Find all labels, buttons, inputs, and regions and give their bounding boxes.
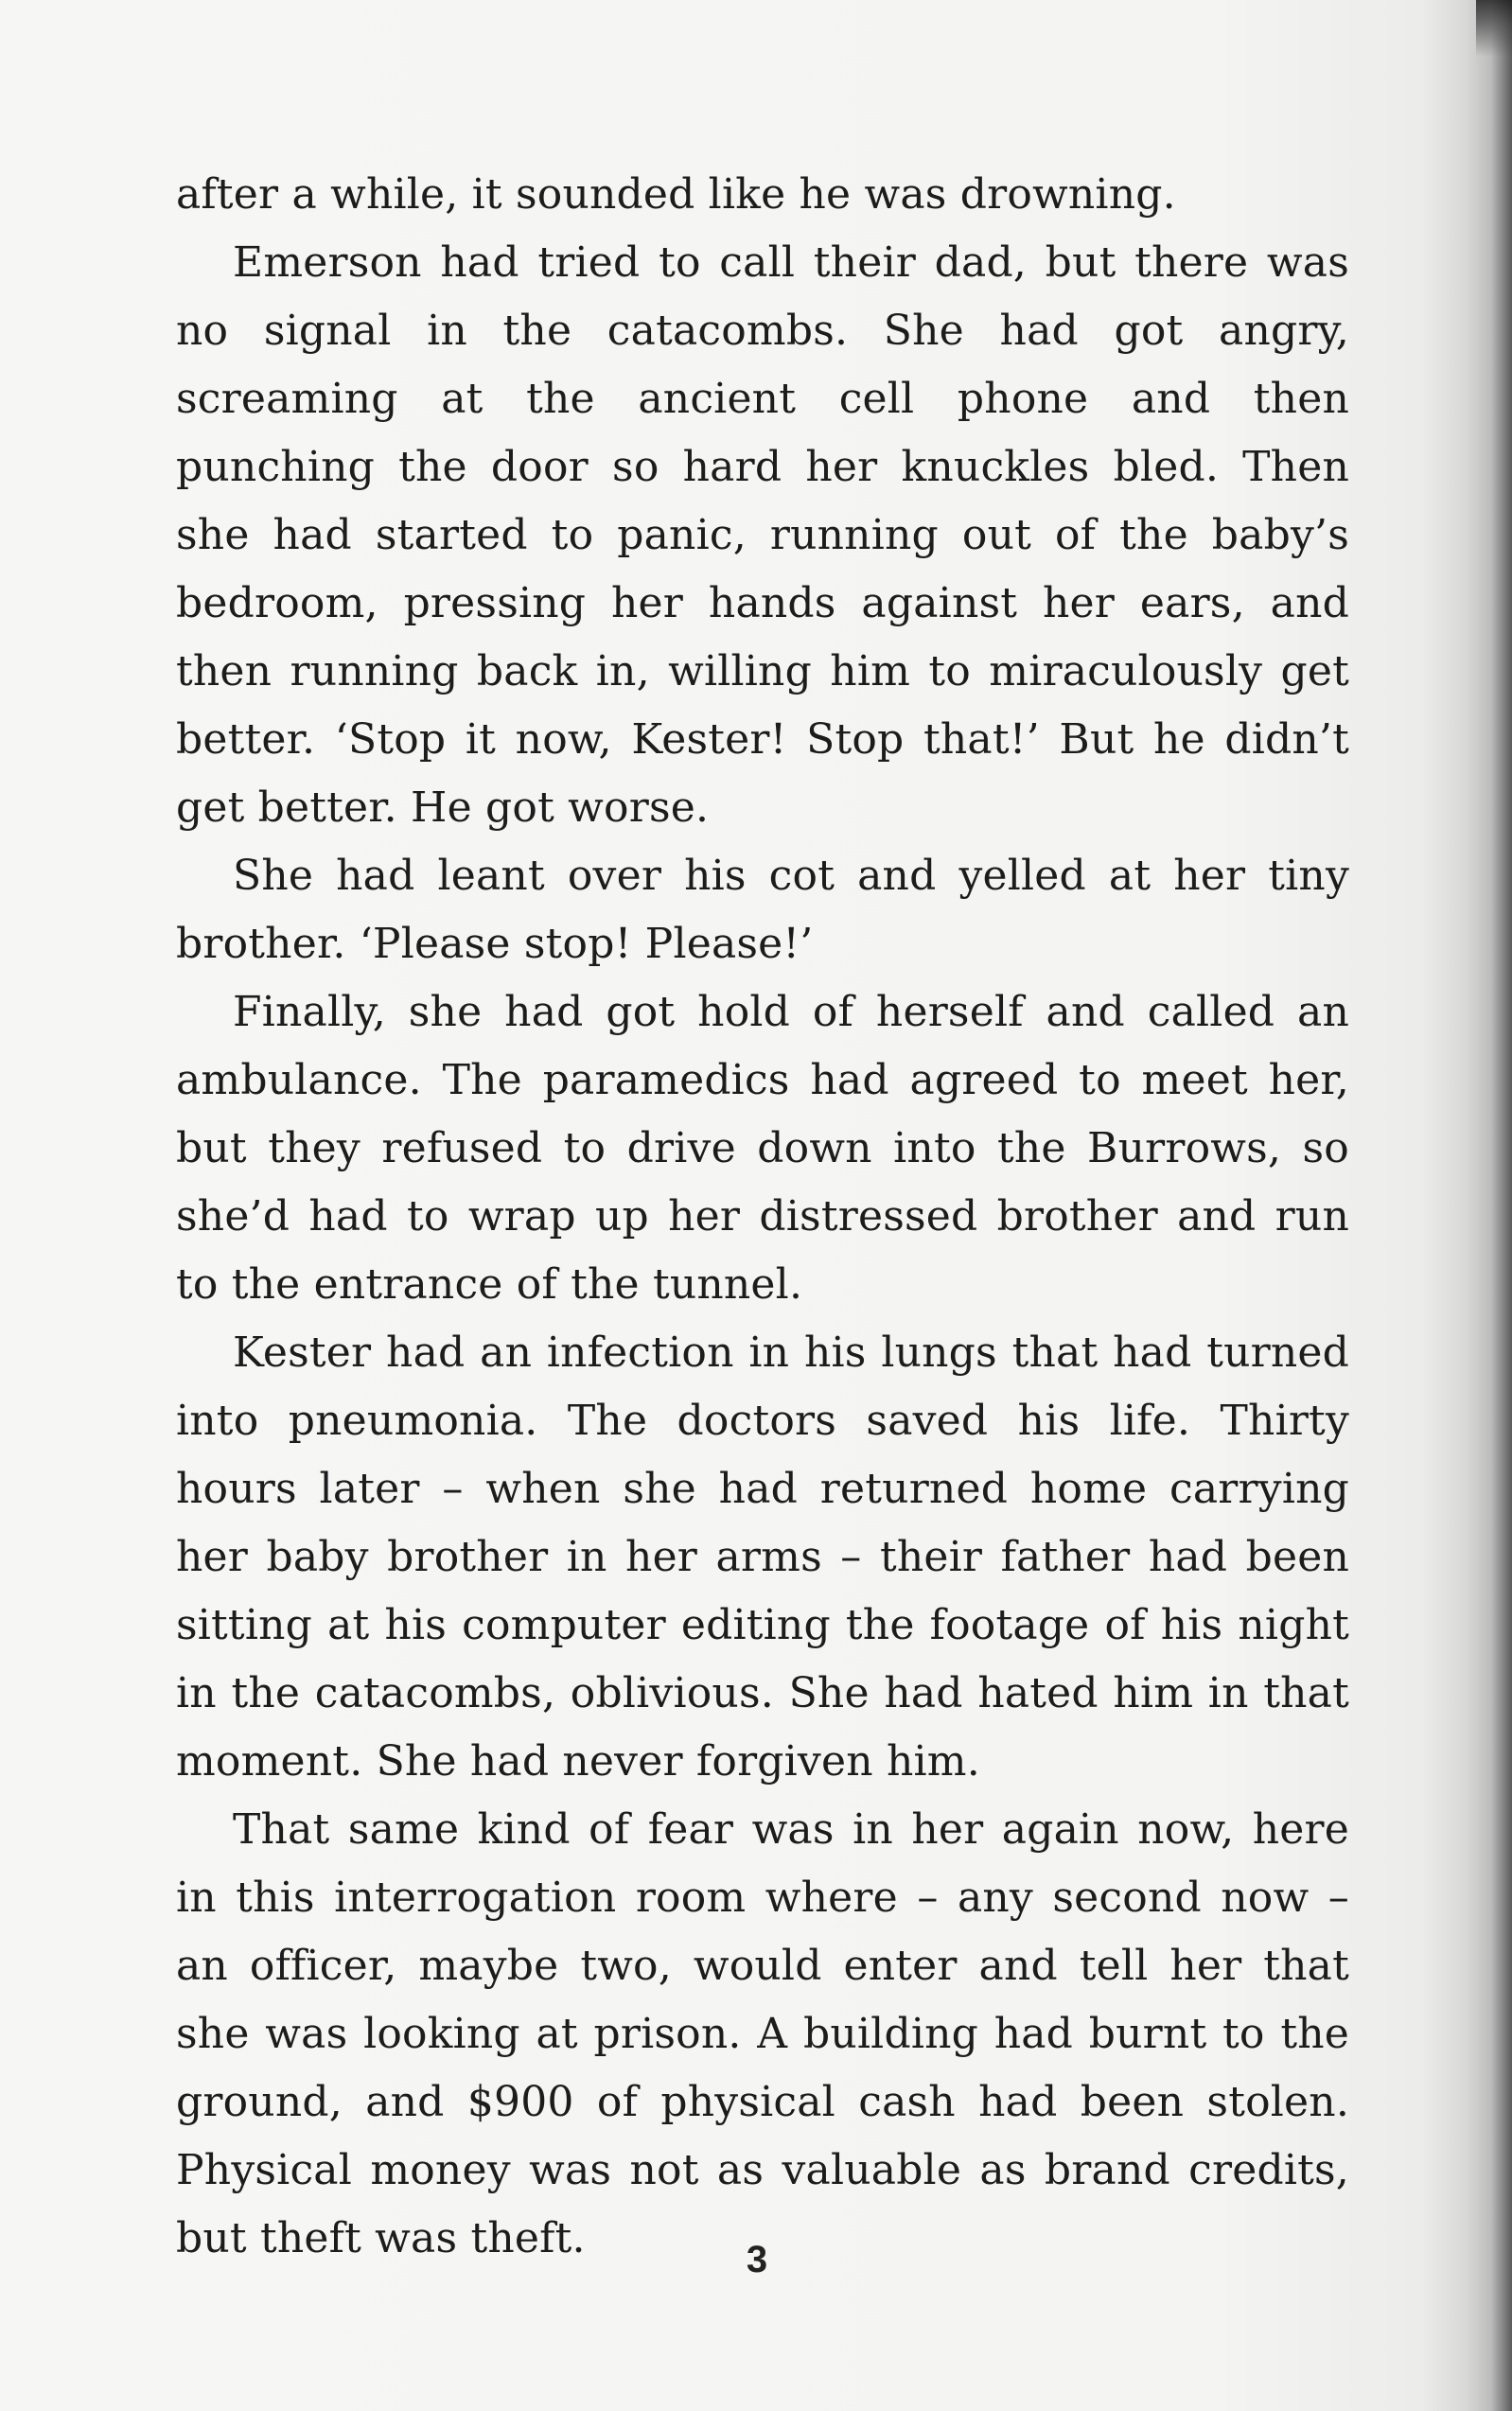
paragraph-6: That same kind of fear was in her again now, here in this interrogation room where – any second now – an officer, maybe two, would enter and tell her that she was looking at prison. A building had burnt to the ground, and $900 of physical cash had been stolen. Physical money was not as valuable as brand credits, but theft was theft.: [176, 1805, 1349, 2262]
paragraph-3: She had leant over his cot and yelled at her tiny brother. ‘Please stop! Please!’: [176, 852, 1349, 968]
paragraph-1: after a while, it sounded like he was drowning.: [176, 170, 1176, 219]
body-text: [176, 161, 1349, 2273]
paragraph-4: Finally, she had got hold of herself and called an ambulance. The paramedics had agreed to meet her, but they refused to drive down into the Burrows, so she’d had to wrap up her distressed brother and run to the entrance of the tunnel.: [176, 988, 1349, 1309]
paragraph-5: Kester had an infection in his lungs that had turned into pneumonia. The doctors saved his life. Thirty hours later – when she had returned home carrying her baby brother in her arms – their father had been sitting at his computer editing the footage of his night in the catacombs, oblivious. She had hated him in that moment. She had never forgiven him.: [176, 1329, 1349, 1786]
binding-shadow: [1491, 0, 1512, 2411]
page-number: 3: [746, 2239, 768, 2280]
paragraph-2: Emerson had tried to call their dad, but there was no signal in the catacombs. She had got angry, screaming at the ancient cell phone and then punching the door so hard her knuckles bled. Then she had started to panic, running out of the baby’s bedroom, pressing her hands against her ears, and then running back in, willing him to miraculously get better. ‘Stop it now, Kester! Stop that!’ But he didn’t get better. He got worse.: [176, 238, 1349, 832]
